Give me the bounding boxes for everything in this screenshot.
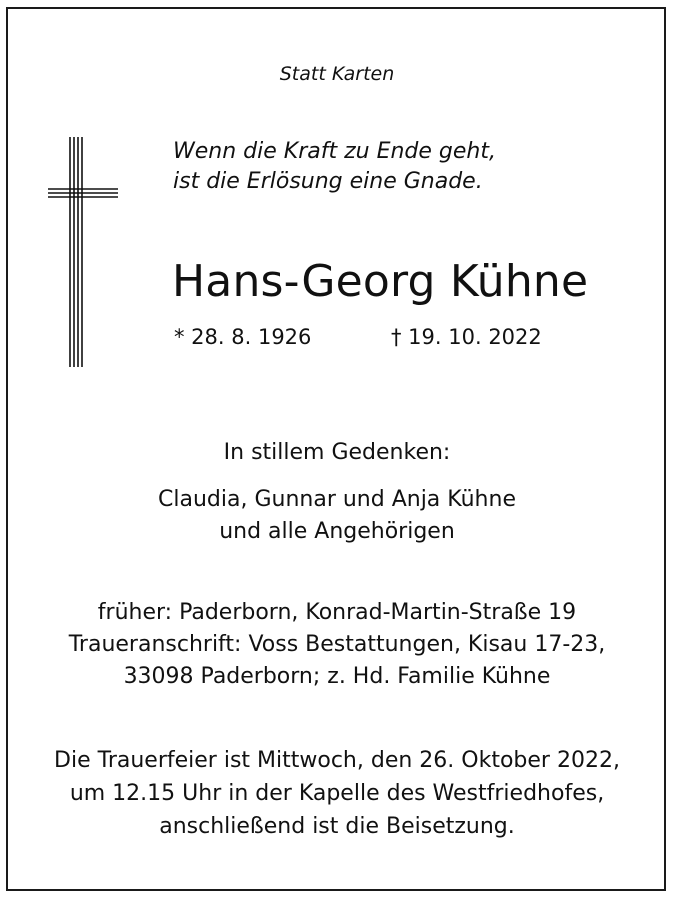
death-date: † 19. 10. 2022: [391, 325, 542, 349]
quote-line-1: Wenn die Kraft zu Ende geht,: [173, 139, 496, 164]
family-line-1: Claudia, Gunnar und Anja Kühne: [158, 487, 516, 512]
funeral-line-1: Die Trauerfeier ist Mittwoch, den 26. Oktober 2022,: [54, 748, 620, 773]
birth-date: * 28. 8. 1926: [174, 325, 312, 349]
family-line-2: und alle Angehörigen: [219, 519, 455, 544]
quote-line-2: ist die Erlösung eine Gnade.: [173, 169, 483, 194]
memorial-heading: In stillem Gedenken:: [223, 440, 451, 465]
address-line-1: früher: Paderborn, Konrad-Martin-Straße 19: [97, 600, 577, 625]
funeral-line-3: anschließend ist die Beisetzung.: [159, 814, 515, 839]
funeral-line-2: um 12.15 Uhr in der Kapelle des Westfriedhofes,: [69, 781, 605, 806]
intro-text: Statt Karten: [279, 63, 395, 85]
cross-icon: [48, 137, 118, 367]
address-line-3: 33098 Paderborn; z. Hd. Familie Kühne: [123, 664, 551, 689]
deceased-name: Hans-Georg Kühne: [172, 256, 589, 307]
address-line-2: Traueranschrift: Voss Bestattungen, Kisau 17-23,: [68, 632, 606, 657]
